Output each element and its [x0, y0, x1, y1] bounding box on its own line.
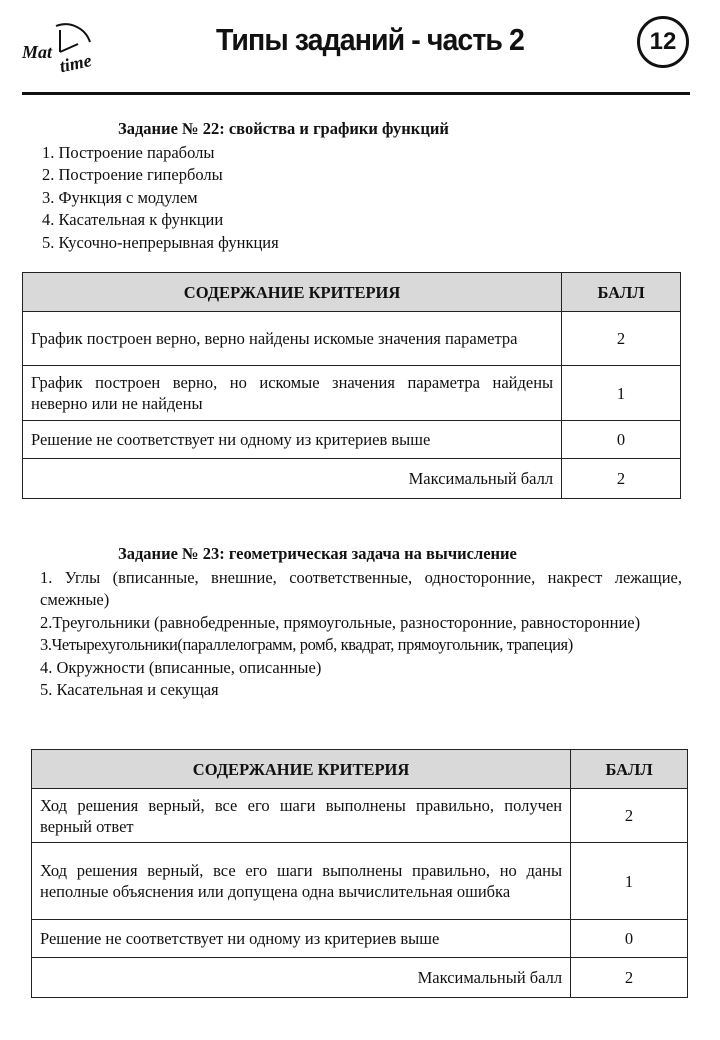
task23-heading: Задание № 23: геометрическая задача на вычисление [118, 544, 517, 563]
header-divider [22, 92, 690, 95]
mattime-logo [20, 22, 100, 82]
task22-section [22, 118, 680, 254]
max-score-value: 2 [571, 958, 688, 998]
criteria-score: 0 [562, 421, 681, 459]
task23-topic-list [40, 567, 682, 702]
criteria-score: 2 [571, 789, 688, 843]
table-header-row [23, 273, 681, 312]
criteria-text: Ход решения верный, все его шаги выполнены правильно, но даны неполные объяснения или допущена одна вычислительная ошибка [32, 843, 571, 920]
list-item: 2.Треугольники (равнобедренные, прямоугольные, разносторонние, равносторонние) [40, 612, 641, 632]
svg-text:Mat: Mat [22, 42, 53, 62]
max-score-label: Максимальный балл [32, 958, 571, 998]
criteria-score: 1 [571, 843, 688, 920]
criteria-text: Решение не соответствует ни одному из критериев выше [23, 421, 562, 459]
task22-heading: Задание № 22: свойства и графики функций [118, 119, 449, 138]
list-item: 2. Построение гиперболы [42, 165, 223, 184]
task23-section [40, 543, 682, 702]
score-column-header: БАЛЛ [562, 273, 681, 312]
table-row [32, 920, 688, 958]
criteria-text: Решение не соответствует ни одному из критериев выше [32, 920, 571, 958]
criteria-text: График построен верно, но искомые значения параметра найдены неверно или не найдены [23, 366, 562, 421]
criteria-score: 2 [562, 312, 681, 366]
page-header [0, 0, 720, 100]
task22-criteria-table [22, 272, 681, 499]
criteria-score: 1 [562, 366, 681, 421]
max-score-value: 2 [562, 459, 681, 499]
list-item: 5. Кусочно-непрерывная функция [42, 232, 279, 252]
list-item: 4. Касательная к функции [42, 210, 224, 229]
table-row [23, 312, 681, 366]
max-score-row [23, 459, 681, 499]
criteria-column-header: СОДЕРЖАНИЕ КРИТЕРИЯ [32, 750, 571, 789]
table-row [32, 789, 688, 843]
table-header-row [32, 750, 688, 789]
list-item: 1. Углы (вписанные, внешние, соответственные, односторонние, накрест лежащие, смежные) [40, 567, 682, 609]
task23-criteria-table [31, 749, 688, 998]
criteria-score: 0 [571, 920, 688, 958]
criteria-text: Ход решения верный, все его шаги выполнены правильно, получен верный ответ [32, 789, 571, 843]
max-score-label: Максимальный балл [23, 459, 562, 499]
score-column-header: БАЛЛ [571, 750, 688, 789]
criteria-column-header: СОДЕРЖАНИЕ КРИТЕРИЯ [23, 273, 562, 312]
table-row [23, 366, 681, 421]
criteria-text: График построен верно, верно найдены искомые значения параметра [23, 312, 562, 366]
list-item: 4. Окружности (вписанные, описанные) [40, 657, 322, 677]
max-score-row [32, 958, 688, 998]
page-number-badge: 12 [637, 16, 689, 68]
table-row [32, 843, 688, 920]
svg-text:time: time [57, 50, 94, 77]
table-row [23, 421, 681, 459]
list-item: 1. Построение параболы [42, 142, 215, 162]
list-item: 5. Касательная и секущая [40, 680, 219, 699]
task22-topic-list [22, 142, 680, 255]
list-item: 3. Функция с модулем [42, 187, 198, 207]
list-item: 3.Четырехугольники(параллелограмм, ромб, квадрат, прямоугольник, трапеция) [40, 635, 573, 654]
page-title: Типы заданий - часть 2 [216, 22, 524, 57]
